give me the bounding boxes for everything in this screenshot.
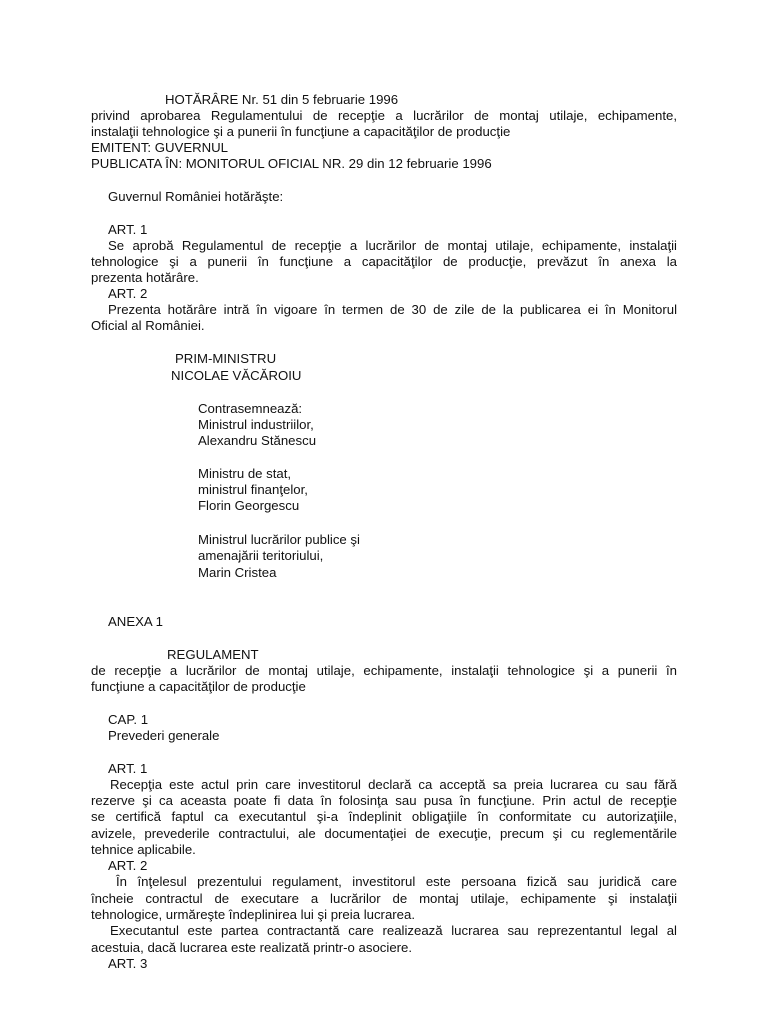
reg-art1-line-5: tehnice aplicabile.	[91, 842, 196, 857]
intro-text: Guvernul României hotărăşte:	[108, 189, 284, 204]
signatory-1-line-2: Alexandru Stănescu	[198, 433, 317, 448]
signatory-3-line-3: Marin Cristea	[198, 565, 277, 580]
emitent-line: EMITENT: GUVERNUL	[91, 140, 229, 155]
pm-title: PRIM-MINISTRU	[175, 351, 277, 366]
publication-line: PUBLICATA ÎN: MONITORUL OFICIAL NR. 29 din 12 februarie 1996	[91, 156, 492, 171]
chapter-label: CAP. 1	[108, 712, 149, 727]
pm-name: NICOLAE VĂCĂROIU	[171, 368, 302, 383]
signatory-1-line-1: Ministrul industriilor,	[198, 417, 314, 432]
signatory-2-line-3: Florin Georgescu	[198, 498, 300, 513]
reg-art3-heading: ART. 3	[108, 956, 148, 971]
reg-art2-line-2: încheie contractul de executare a lucrărilor de montaj utilaje, echipamente şi instalaţii	[91, 891, 677, 906]
signatory-2-line-2: ministrul finanţelor,	[198, 482, 308, 497]
document-title: HOTĂRÂRE Nr. 51 din 5 februarie 1996	[165, 92, 399, 107]
annex-subtitle-line-2: funcţiune a capacităţilor de producţie	[91, 679, 306, 694]
document-subtitle-line-2: instalaţii tehnologice şi a punerii în funcţiune a capacităţilor de producţie	[91, 124, 511, 139]
reg-art2-line-4: Executantul este partea contractantă care realizează lucrarea sau reprezentantul legal al	[110, 923, 677, 938]
document-subtitle-line-1: privind aprobarea Regulamentului de recepţie a lucrărilor de montaj utilaje, echipamente,	[91, 108, 677, 123]
reg-art1-line-4: avizele, prevederile contractului, ale documentaţiei de execuţie, precum şi cu reglementările	[91, 826, 677, 841]
chapter-title: Prevederi generale	[108, 728, 220, 743]
countersign-label: Contrasemnează:	[198, 401, 303, 416]
signatory-3-line-2: amenajării teritoriului,	[198, 548, 324, 563]
reg-art1-line-2: rezerve şi ca aceasta poate fi data în folosinţa sau pusa în funcţiune. Prin actul de recepţie	[91, 793, 677, 808]
art2-line-2: Oficial al României.	[91, 318, 205, 333]
reg-art1-line-3: se certifică faptul ca executantul şi-a îndeplinit obligaţiile în conformitate cu autorizaţiile,	[91, 809, 677, 824]
reg-art2-heading: ART. 2	[108, 858, 148, 873]
reg-art2-line-3: tehnologice, urmăreşte îndeplinirea lui şi preia lucrarea.	[91, 907, 416, 922]
annex-title: REGULAMENT	[167, 647, 259, 662]
art2-line-1: Prezenta hotărâre intră în vigoare în termen de 30 de zile de la publicarea ei în Monitorul	[108, 302, 677, 317]
signatory-3-line-1: Ministrul lucrărilor publice şi	[198, 532, 360, 547]
art1-line-2: tehnologice şi a punerii în funcţiune a capacităţilor de producţie, prevăzut în anexa la	[91, 254, 677, 269]
annex-subtitle-line-1: de recepţie a lucrărilor de montaj utilaje, echipamente, instalaţii tehnologice şi a punerii în	[91, 663, 677, 678]
signatory-2-line-1: Ministru de stat,	[198, 466, 292, 481]
reg-art2-line-1: În înţelesul prezentului regulament, investitorul este persoana fizică sau juridică care	[116, 874, 677, 889]
art1-heading: ART. 1	[108, 222, 148, 237]
reg-art1-line-1: Recepţia este actul prin care investitorul declară ca acceptă sa preia lucrarea cu sau fără	[110, 777, 677, 792]
art1-line-3: prezenta hotărâre.	[91, 270, 199, 285]
annex-label: ANEXA 1	[108, 614, 163, 629]
reg-art2-line-5: acestuia, dacă lucrarea este realizată printr-o asociere.	[91, 940, 413, 955]
art2-heading: ART. 2	[108, 286, 148, 301]
art1-line-1: Se aprobă Regulamentul de recepţie a lucrărilor de montaj utilaje, echipamente, instalaţii	[108, 238, 677, 253]
reg-art1-heading: ART. 1	[108, 761, 148, 776]
